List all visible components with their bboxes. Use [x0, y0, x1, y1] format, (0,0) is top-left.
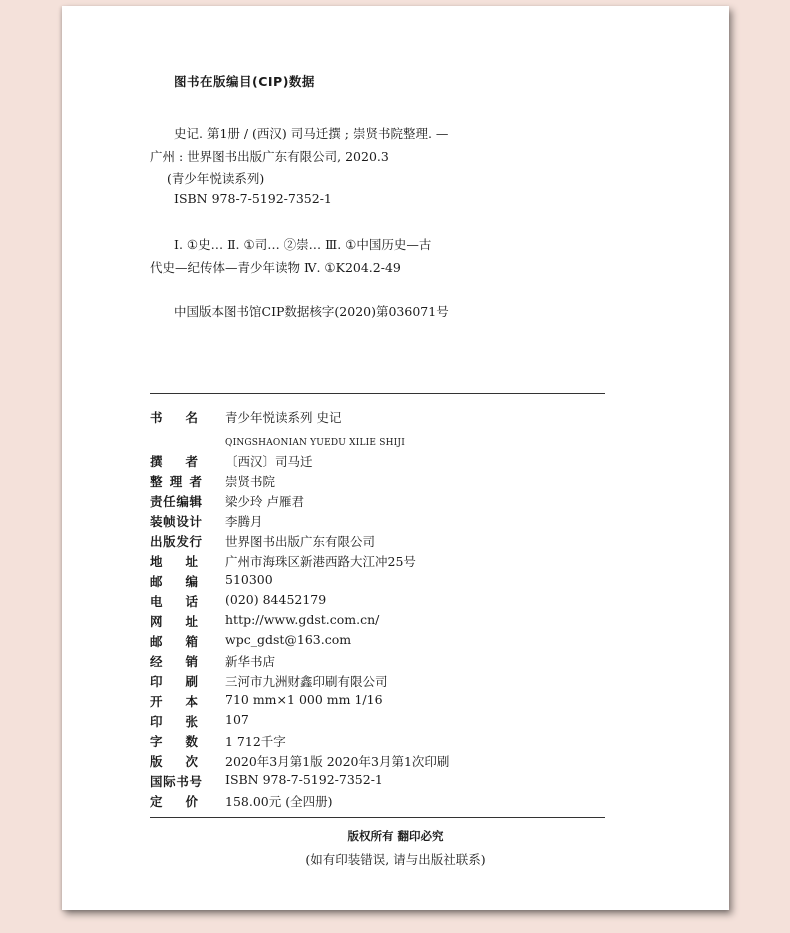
detail-value: wpc_gdst@163.com — [225, 632, 352, 647]
detail-value: 新华书店 — [225, 654, 276, 669]
detail-label: 邮 编 — [150, 574, 198, 589]
detail-row — [150, 772, 610, 792]
detail-row — [150, 732, 610, 752]
detail-value: http://www.gdst.com.cn/ — [225, 612, 380, 627]
detail-value: 107 — [225, 712, 249, 727]
detail-row — [150, 692, 610, 712]
detail-row — [150, 452, 610, 472]
detail-value: 〔西汉〕司马迁 — [225, 454, 313, 469]
copyright-notice: 版权所有 翻印必究 — [347, 829, 444, 843]
detail-row — [150, 752, 610, 772]
detail-label: 撰 者 — [150, 454, 198, 469]
detail-label: 整 理 者 — [150, 474, 202, 489]
detail-value: 梁少玲 卢雁君 — [225, 494, 304, 509]
divider-top — [150, 393, 605, 394]
error-contact-note: (如有印装错误, 请与出版社联系) — [305, 852, 486, 867]
detail-value: 青少年悦读系列 史记 — [225, 410, 342, 425]
detail-value: ISBN 978-7-5192-7352-1 — [225, 772, 383, 787]
detail-label: 网 址 — [150, 614, 198, 629]
cip-heading: 图书在版编目(CIP)数据 — [174, 74, 315, 89]
title-pinyin: QINGSHAONIAN YUEDU XILIE SHIJI — [225, 438, 405, 448]
detail-value: 1 712千字 — [225, 734, 286, 749]
detail-row — [150, 512, 610, 532]
detail-label: 定 价 — [150, 794, 198, 809]
detail-row — [150, 472, 610, 492]
detail-row — [150, 712, 610, 732]
cip-line: ISBN 978-7-5192-7352-1 — [174, 191, 332, 206]
detail-label: 印 刷 — [150, 674, 198, 689]
detail-label: 字 数 — [150, 734, 198, 749]
detail-row — [150, 492, 610, 512]
detail-label: 经 销 — [150, 654, 198, 669]
detail-value: 2020年3月第1版 2020年3月第1次印刷 — [225, 754, 450, 769]
detail-label: 装 帧 设 计 — [150, 514, 202, 529]
detail-label: 邮 箱 — [150, 634, 198, 649]
detail-value: 崇贤书院 — [225, 474, 276, 489]
detail-row — [150, 592, 610, 612]
detail-value: 158.00元 (全四册) — [225, 794, 333, 809]
detail-label: 电 话 — [150, 594, 198, 609]
cip-line: 广州 : 世界图书出版广东有限公司, 2020.3 — [150, 149, 389, 164]
detail-value: 世界图书出版广东有限公司 — [225, 534, 376, 549]
detail-value: 三河市九洲财鑫印刷有限公司 — [225, 674, 388, 689]
detail-label: 地 址 — [150, 554, 198, 569]
detail-row — [150, 612, 610, 632]
cip-line: 中国版本图书馆CIP数据核字(2020)第036071号 — [174, 304, 449, 319]
detail-value: 李腾月 — [225, 514, 263, 529]
detail-row — [150, 652, 610, 672]
cip-line: 代史—纪传体—青少年读物 Ⅳ. ①K204.2-49 — [150, 260, 401, 275]
detail-label: 版 次 — [150, 754, 198, 769]
detail-value: 广州市海珠区新港西路大江冲25号 — [225, 554, 416, 569]
detail-value: 510300 — [225, 572, 273, 587]
detail-label: 出 版 发 行 — [150, 534, 202, 549]
cip-line: (青少年悦读系列) — [167, 171, 265, 186]
detail-label: 开 本 — [150, 694, 198, 709]
detail-label: 国 际 书 号 — [150, 774, 202, 789]
detail-row — [150, 408, 610, 428]
detail-label: 责 任 编 辑 — [150, 494, 202, 509]
detail-label: 印 张 — [150, 714, 198, 729]
detail-row — [150, 572, 610, 592]
detail-value: 710 mm×1 000 mm 1/16 — [225, 692, 383, 707]
cip-line: Ⅰ. ①史… Ⅱ. ①司… ②崇… Ⅲ. ①中国历史—古 — [174, 237, 432, 252]
detail-row — [150, 632, 610, 652]
detail-row — [150, 552, 610, 572]
copyright-page — [62, 6, 729, 910]
detail-value: (020) 84452179 — [225, 592, 327, 607]
divider-bottom — [150, 817, 605, 818]
detail-label: 书 名 — [150, 410, 198, 425]
detail-row — [150, 532, 610, 552]
detail-row — [150, 672, 610, 692]
cip-line: 史记. 第1册 / (西汉) 司马迁撰 ; 崇贤书院整理. — — [174, 126, 449, 141]
detail-row — [150, 792, 610, 812]
